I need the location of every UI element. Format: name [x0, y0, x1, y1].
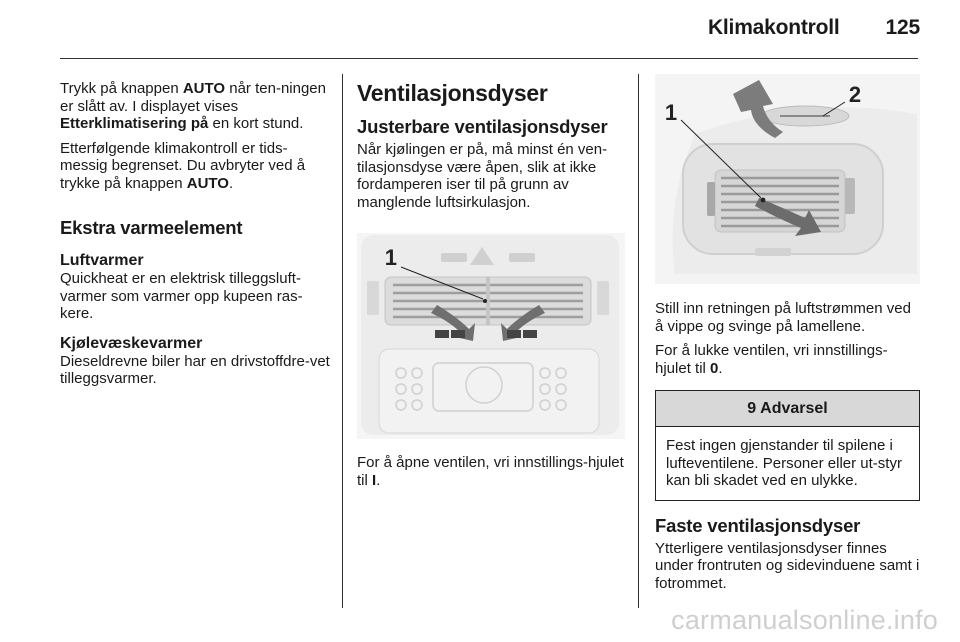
watermark-text: carmanualsonline.info — [671, 605, 938, 635]
header-rule — [60, 58, 918, 59]
section-heading: Ventilasjonsdyser — [357, 80, 548, 106]
text: For å lukke ventilen, vri innstillings-hjulet til — [655, 342, 888, 377]
paragraph-ventilation: Når kjølingen er på, må minst én ven-tilasjonsdyse være åpen, slik at ikke fordamperen iser til på grunn av manglende luftsirkulasjon. — [357, 141, 608, 211]
warning-title: Advarsel — [760, 399, 828, 417]
wheel-position-closed: 0 — [710, 359, 719, 377]
section-heading: Ekstra varmeelement — [60, 217, 243, 238]
warning-text: Fest ingen gjenstander til spilene i lufteventilene. Personer eller ut-styr kan bli skadet ved en ulykke. — [666, 437, 902, 489]
column-middle — [357, 80, 625, 489]
page-header — [708, 16, 920, 40]
text: . — [376, 471, 381, 489]
column-left — [60, 80, 332, 388]
column-right — [655, 80, 920, 592]
text: en kort stund. — [208, 115, 304, 132]
paragraph-direction: Still inn retningen på luftstrømmen ved å vippe og svinge på lamellene. — [655, 300, 911, 335]
auto-keyword: AUTO — [182, 80, 226, 97]
text: . — [718, 359, 723, 377]
paragraph-coolant-heater: Dieseldrevne biler har en drivstoffdre-vet tilleggsvarmer. — [60, 352, 330, 387]
subsection-heading: Justerbare ventilasjonsdyser — [357, 116, 608, 137]
column-divider — [342, 74, 343, 608]
column-divider — [638, 74, 639, 608]
section-heading: Faste ventilasjonsdyser — [655, 514, 861, 536]
text: Trykk på knappen — [60, 80, 183, 97]
page-title: Klimakontroll — [707, 16, 840, 39]
page-number: 125 — [885, 16, 920, 39]
display-message: Etterklimatisering på — [60, 115, 209, 132]
paragraph-air-heater: Quickheat er en elektrisk tilleggsluft-varmer som varmer opp kupeen ras-kere. — [60, 270, 303, 322]
warning-body — [656, 427, 919, 500]
center-vents-illustration — [357, 233, 625, 439]
text: Etterfølgende klimakontroll er tids-messig begrenset. Du avbryter ved å trykke på knappen — [60, 139, 306, 192]
figure-callout-1: 1 — [384, 245, 397, 270]
warning-icon: 9 — [747, 399, 757, 417]
figure-callout-2: 2 — [848, 82, 862, 107]
figure-callout-1: 1 — [664, 100, 678, 125]
auto-keyword: AUTO — [186, 174, 229, 192]
warning-header — [656, 391, 919, 427]
paragraph-auto-button — [60, 80, 332, 133]
subheading-coolant-heater: Kjølevæskevarmer — [60, 334, 203, 352]
paragraph-climate-limit — [60, 140, 332, 193]
figure-caption — [357, 454, 625, 489]
subheading-air-heater: Luftvarmer — [60, 252, 144, 269]
side-vent-illustration — [655, 74, 920, 284]
text: når ten-ningen er slått av. I displayet vises — [60, 80, 326, 115]
warning-box — [655, 390, 920, 501]
paragraph-close-vent — [655, 342, 920, 377]
paragraph-fixed-vents: Ytterligere ventilasjonsdyser finnes under frontruten og sidevinduene samt i fotrommet. — [655, 539, 920, 592]
wheel-position-open: I — [372, 471, 377, 489]
text: . — [228, 174, 234, 192]
text: For å åpne ventilen, vri innstillings-hjulet til — [357, 454, 624, 489]
